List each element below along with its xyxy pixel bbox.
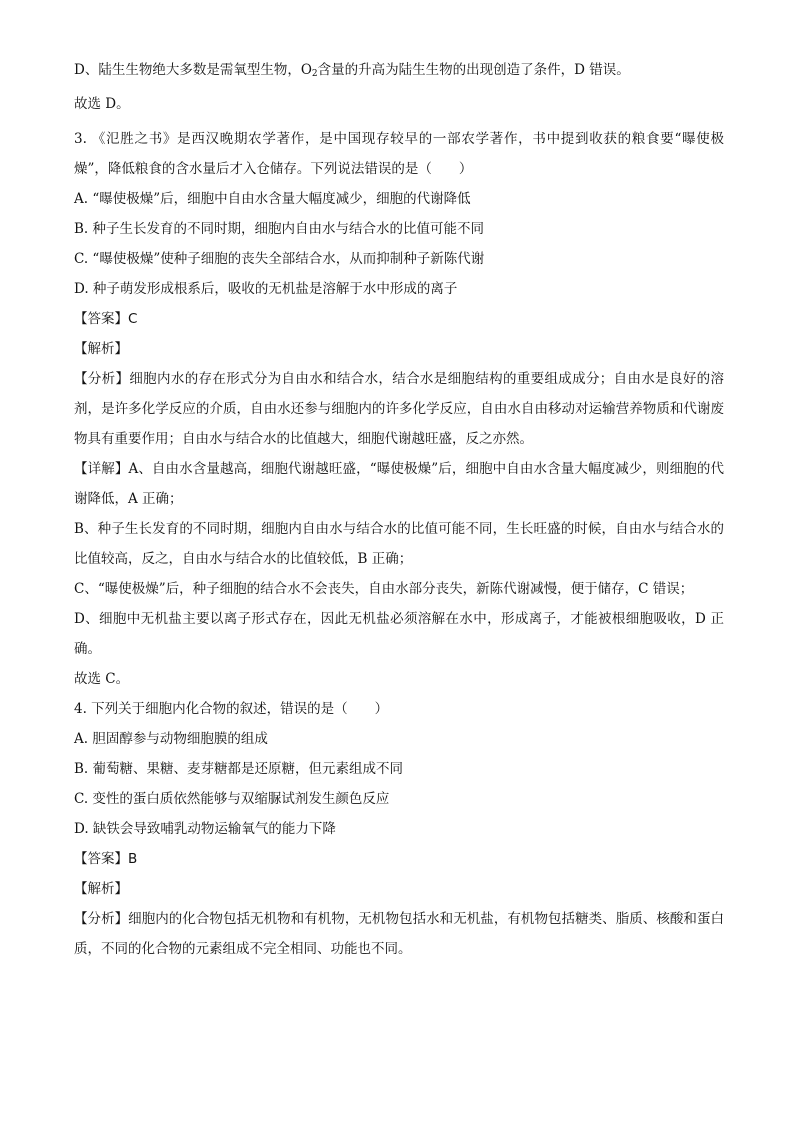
question-3-detail-d: D、细胞中无机盐主要以离子形式存在，因此无机盐必须溶解在水中，形成离子，才能被根细胞吸收，D 正确。: [74, 611, 724, 657]
question-3-option-d: D. 种子萌发形成根系后，吸收的无机盐是溶解于水中形成的离子: [74, 281, 458, 297]
document-page: [74, 60, 724, 964]
question-3-answer: 【答案】C: [74, 311, 138, 327]
question-4-stem: 4. 下列关于细胞内化合物的叙述，错误的是（ ）: [74, 701, 389, 717]
question-4-option-c: C. 变性的蛋白质依然能够与双缩脲试剂发生颜色反应: [74, 791, 390, 807]
question-3-option-a: A. “曝使极燥”后，细胞中自由水含量大幅度减少，细胞的代谢降低: [74, 191, 471, 207]
question-3-detail-c: C、“曝使极燥”后，种子细胞的结合水不会丧失，自由水部分丧失，新陈代谢减慢，便于储存，C 错误；: [74, 581, 694, 597]
text-segment: 含量的升高为陆生生物的出现创造了条件，D 错误。: [317, 62, 630, 78]
question-4-analysis-heading: 【解析】: [74, 881, 128, 897]
question-4-option-a: A. 胆固醇参与动物细胞膜的组成: [74, 731, 268, 747]
question-3-select: 故选 C。: [74, 671, 130, 687]
question-3-option-c: C. “曝使极燥”使种子细胞的丧失全部结合水，从而抑制种子新陈代谢: [74, 251, 485, 267]
subscript: 2: [311, 69, 318, 79]
option-d-conclusion: [74, 60, 724, 84]
question-4-fenxi: 【分析】细胞内的化合物包括无机物和有机物，无机物包括水和无机盐，有机物包括糖类、脂质、核酸和蛋白质，不同的化合物的元素组成不完全相同、功能也不同。: [74, 911, 724, 957]
select-d-line: 故选 D。: [74, 96, 130, 112]
question-4-option-d: D. 缺铁会导致哺乳动物运输氧气的能力下降: [74, 821, 336, 837]
question-3-analysis-heading: 【解析】: [74, 341, 128, 357]
question-3-fenxi: 【分析】细胞内水的存在形式分为自由水和结合水，结合水是细胞结构的重要组成成分；自由水是良好的溶剂，是许多化学反应的介质，自由水还参与细胞内的许多化学反应，自由水自由移动对运输营养物质和代谢废物具有重要作用；自由水与结合水的比值越大，细胞代谢越旺盛，反之亦然。: [74, 371, 724, 447]
question-3-detail-b: B、种子生长发育的不同时期，细胞内自由水与结合水的比值可能不同，生长旺盛的时候，自由水与结合水的比值较高，反之，自由水与结合水的比值较低，B 正确；: [74, 521, 724, 567]
question-3-detail-a: 【详解】A、自由水含量越高，细胞代谢越旺盛，“曝使极燥”后，细胞中自由水含量大幅度减少，则细胞的代谢降低，A 正确；: [74, 461, 724, 507]
question-3-stem: 3. 《氾胜之书》是西汉晚期农学著作，是中国现存较早的一部农学著作，书中提到收获的粮食要“曝使极燥”，降低粮食的含水量后才入仓储存。下列说法错误的是（ ）: [74, 131, 724, 177]
question-3-option-b: B. 种子生长发育的不同时期，细胞内自由水与结合水的比值可能不同: [74, 221, 485, 237]
question-4-answer: 【答案】B: [74, 851, 138, 867]
question-4-option-b: B. 葡萄糖、果糖、麦芽糖都是还原糖，但元素组成不同: [74, 761, 404, 777]
text-segment: D、陆生生物绝大多数是需氧型生物，O: [74, 62, 312, 78]
